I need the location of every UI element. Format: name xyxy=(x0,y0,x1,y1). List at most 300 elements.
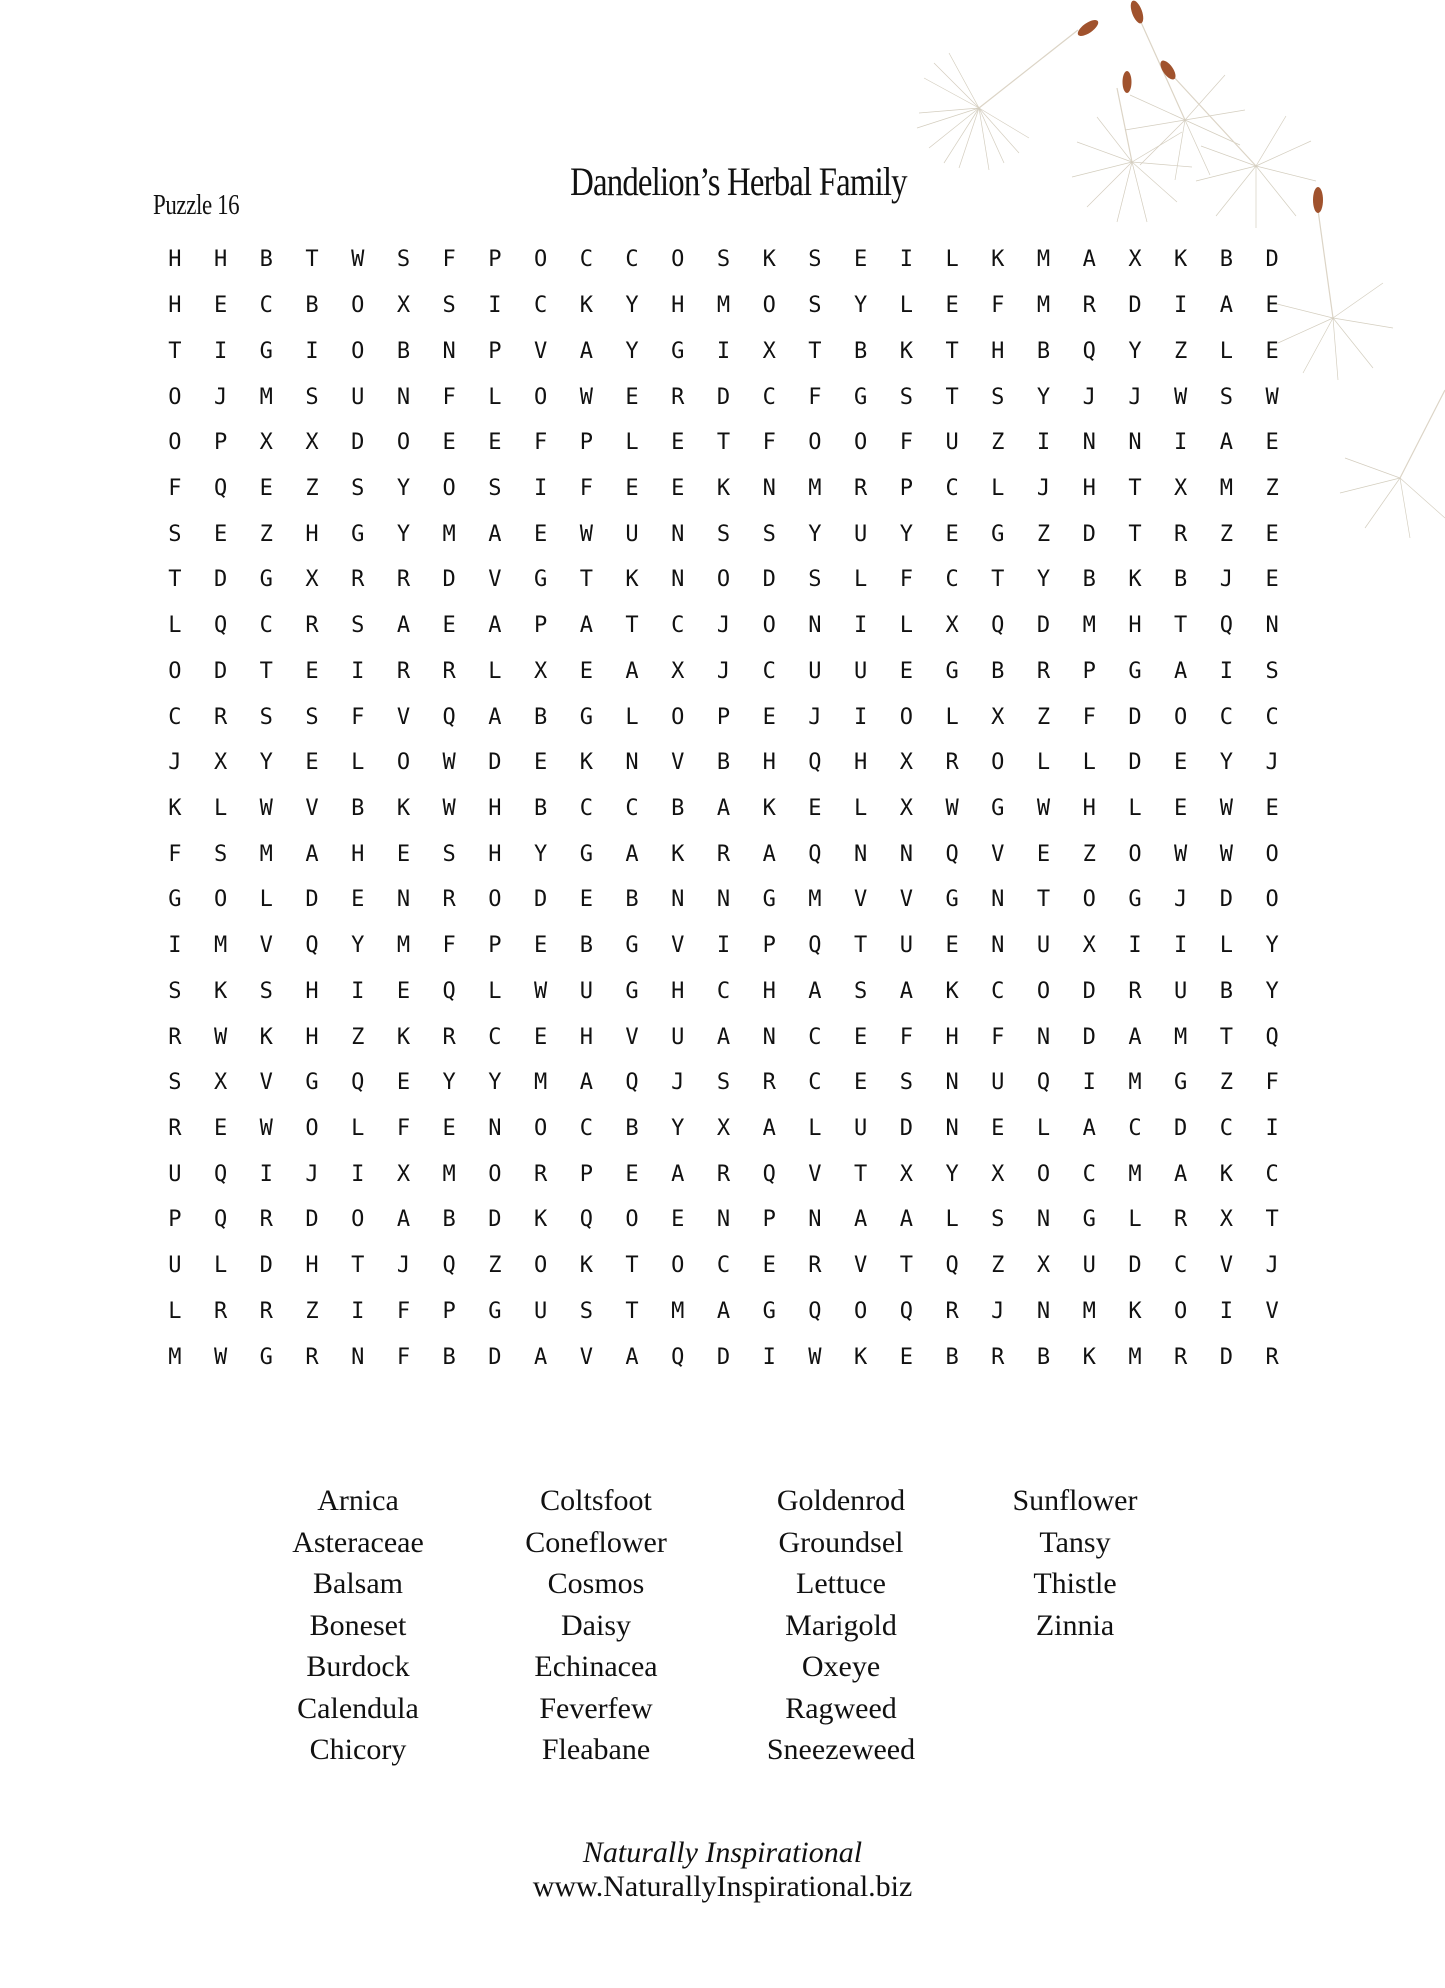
grid-cell[interactable]: D xyxy=(305,887,319,913)
grid-cell[interactable]: X xyxy=(945,613,959,639)
grid-cell[interactable]: C xyxy=(1128,1116,1142,1142)
grid-cell[interactable]: F xyxy=(1082,704,1096,730)
grid-cell[interactable]: E xyxy=(899,1344,913,1370)
grid-cell[interactable]: N xyxy=(716,887,731,913)
grid-cell[interactable]: E xyxy=(442,613,456,639)
grid-cell[interactable]: G xyxy=(991,795,1005,821)
grid-cell[interactable]: G xyxy=(854,384,868,410)
grid-cell[interactable]: E xyxy=(899,658,913,684)
grid-cell[interactable]: S xyxy=(1265,658,1279,684)
grid-cell[interactable]: G xyxy=(259,338,273,364)
grid-cell[interactable]: T xyxy=(351,1253,365,1279)
grid-cell[interactable]: Y xyxy=(1219,750,1234,776)
grid-cell[interactable]: K xyxy=(762,247,776,273)
grid-cell[interactable]: G xyxy=(259,1344,273,1370)
grid-cell[interactable]: S xyxy=(716,521,731,547)
grid-cell[interactable]: B xyxy=(716,750,731,776)
grid-cell[interactable]: S xyxy=(168,978,182,1004)
grid-cell[interactable]: D xyxy=(259,1253,273,1279)
grid-cell[interactable]: F xyxy=(442,247,456,273)
grid-cell[interactable]: H xyxy=(762,978,776,1004)
grid-cell[interactable]: W xyxy=(1174,841,1188,867)
grid-cell[interactable]: S xyxy=(442,293,456,319)
grid-cell[interactable]: H xyxy=(945,1024,959,1050)
grid-cell[interactable]: K xyxy=(945,978,959,1004)
grid-cell[interactable]: V xyxy=(991,841,1005,867)
grid-cell[interactable]: D xyxy=(351,430,365,456)
grid-cell[interactable]: V xyxy=(625,1024,639,1050)
grid-cell[interactable]: D xyxy=(1265,247,1279,273)
grid-cell[interactable]: Z xyxy=(488,1253,502,1279)
grid-cell[interactable]: R xyxy=(808,1253,822,1279)
grid-cell[interactable]: F xyxy=(808,384,822,410)
grid-cell[interactable]: K xyxy=(579,1253,593,1279)
grid-cell[interactable]: R xyxy=(945,750,959,776)
grid-cell[interactable]: K xyxy=(625,567,639,593)
grid-cell[interactable]: H xyxy=(305,1253,319,1279)
grid-cell[interactable]: B xyxy=(442,1344,456,1370)
grid-cell[interactable]: T xyxy=(625,613,639,639)
grid-cell[interactable]: D xyxy=(899,1116,913,1142)
grid-cell[interactable]: L xyxy=(351,750,365,776)
grid-cell[interactable]: O xyxy=(762,613,776,639)
grid-cell[interactable]: Y xyxy=(808,521,822,547)
grid-cell[interactable]: U xyxy=(168,1161,182,1187)
grid-cell[interactable]: H xyxy=(762,750,776,776)
grid-cell[interactable]: S xyxy=(305,384,319,410)
grid-cell[interactable]: E xyxy=(579,658,593,684)
grid-cell[interactable]: A xyxy=(899,1207,913,1233)
grid-cell[interactable]: P xyxy=(213,430,228,456)
grid-cell[interactable]: O xyxy=(213,887,228,913)
grid-cell[interactable]: S xyxy=(899,1070,913,1096)
grid-cell[interactable]: U xyxy=(808,658,822,684)
grid-cell[interactable]: E xyxy=(579,887,593,913)
grid-cell[interactable]: M xyxy=(442,1161,456,1187)
grid-cell[interactable]: Q xyxy=(899,1298,913,1324)
grid-cell[interactable]: S xyxy=(442,841,456,867)
grid-cell[interactable]: G xyxy=(351,521,365,547)
grid-cell[interactable]: U xyxy=(351,384,365,410)
grid-cell[interactable]: F xyxy=(396,1116,411,1142)
grid-cell[interactable]: T xyxy=(899,1253,913,1279)
grid-cell[interactable]: V xyxy=(533,338,548,364)
grid-cell[interactable]: G xyxy=(488,1298,502,1324)
grid-cell[interactable]: Z xyxy=(1082,841,1096,867)
grid-cell[interactable]: R xyxy=(1036,658,1051,684)
grid-cell[interactable]: C xyxy=(945,475,959,501)
grid-cell[interactable]: C xyxy=(579,795,593,821)
grid-cell[interactable]: X xyxy=(213,750,228,776)
grid-cell[interactable]: W xyxy=(259,1116,273,1142)
grid-cell[interactable]: O xyxy=(671,247,685,273)
grid-cell[interactable]: O xyxy=(396,750,411,776)
grid-cell[interactable]: N xyxy=(762,475,776,501)
grid-cell[interactable]: O xyxy=(1036,1161,1051,1187)
grid-cell[interactable]: H xyxy=(305,1024,319,1050)
grid-cell[interactable]: N xyxy=(808,1207,822,1233)
grid-cell[interactable]: O xyxy=(442,475,456,501)
grid-cell[interactable]: A xyxy=(1082,247,1096,273)
grid-cell[interactable]: K xyxy=(716,475,731,501)
grid-cell[interactable]: N xyxy=(1128,430,1142,456)
grid-cell[interactable]: B xyxy=(1219,247,1234,273)
grid-cell[interactable]: H xyxy=(671,978,685,1004)
grid-cell[interactable]: B xyxy=(1036,338,1051,364)
grid-cell[interactable]: Z xyxy=(1036,704,1051,730)
grid-cell[interactable]: O xyxy=(762,293,776,319)
grid-cell[interactable]: N xyxy=(808,613,822,639)
grid-cell[interactable]: Z xyxy=(305,1298,319,1324)
grid-cell[interactable]: X xyxy=(899,795,913,821)
grid-cell[interactable]: R xyxy=(213,1298,228,1324)
grid-cell[interactable]: O xyxy=(351,1207,365,1233)
grid-cell[interactable]: B xyxy=(991,658,1005,684)
grid-cell[interactable]: O xyxy=(351,338,365,364)
grid-cell[interactable]: I xyxy=(1128,933,1142,959)
grid-cell[interactable]: R xyxy=(1128,978,1142,1004)
grid-cell[interactable]: J xyxy=(1265,750,1279,776)
grid-cell[interactable]: Q xyxy=(808,750,822,776)
grid-cell[interactable]: M xyxy=(259,841,273,867)
grid-cell[interactable]: X xyxy=(396,1161,411,1187)
grid-cell[interactable]: L xyxy=(488,384,502,410)
grid-cell[interactable]: V xyxy=(259,933,273,959)
grid-cell[interactable]: I xyxy=(259,1161,273,1187)
grid-cell[interactable]: O xyxy=(533,247,548,273)
grid-cell[interactable]: N xyxy=(1265,613,1279,639)
grid-cell[interactable]: E xyxy=(1265,521,1279,547)
grid-cell[interactable]: N xyxy=(488,1116,502,1142)
grid-cell[interactable]: Q xyxy=(671,1344,685,1370)
grid-cell[interactable]: Y xyxy=(1265,978,1279,1004)
grid-cell[interactable]: X xyxy=(213,1070,228,1096)
grid-cell[interactable]: X xyxy=(1036,1253,1051,1279)
grid-cell[interactable]: L xyxy=(213,1253,228,1279)
grid-cell[interactable]: Y xyxy=(259,750,273,776)
grid-cell[interactable]: B xyxy=(442,1207,456,1233)
grid-cell[interactable]: Q xyxy=(213,475,228,501)
grid-cell[interactable]: D xyxy=(716,384,731,410)
grid-cell[interactable]: C xyxy=(259,613,273,639)
grid-cell[interactable]: N xyxy=(671,567,685,593)
grid-cell[interactable]: B xyxy=(351,795,365,821)
grid-cell[interactable]: Z xyxy=(1036,521,1051,547)
grid-cell[interactable]: O xyxy=(625,1207,639,1233)
grid-cell[interactable]: F xyxy=(351,704,365,730)
grid-cell[interactable]: L xyxy=(899,293,913,319)
grid-cell[interactable]: C xyxy=(168,704,182,730)
grid-cell[interactable]: H xyxy=(305,521,319,547)
grid-cell[interactable]: R xyxy=(716,841,731,867)
grid-cell[interactable]: A xyxy=(1219,293,1234,319)
grid-cell[interactable]: W xyxy=(442,750,456,776)
grid-cell[interactable]: O xyxy=(168,430,182,456)
grid-cell[interactable]: F xyxy=(168,841,182,867)
grid-cell[interactable]: Q xyxy=(305,933,319,959)
grid-cell[interactable]: R xyxy=(671,384,685,410)
grid-cell[interactable]: F xyxy=(899,430,913,456)
grid-cell[interactable]: X xyxy=(305,567,319,593)
grid-cell[interactable]: T xyxy=(1174,613,1188,639)
grid-cell[interactable]: E xyxy=(533,933,548,959)
grid-cell[interactable]: U xyxy=(1036,933,1051,959)
grid-cell[interactable]: H xyxy=(1082,795,1096,821)
grid-cell[interactable]: G xyxy=(259,567,273,593)
grid-cell[interactable]: S xyxy=(808,247,822,273)
grid-cell[interactable]: M xyxy=(1082,613,1096,639)
grid-cell[interactable]: E xyxy=(945,521,959,547)
grid-cell[interactable]: L xyxy=(899,613,913,639)
grid-cell[interactable]: E xyxy=(442,430,456,456)
grid-cell[interactable]: F xyxy=(899,567,913,593)
grid-cell[interactable]: W xyxy=(1036,795,1051,821)
grid-cell[interactable]: I xyxy=(1036,430,1051,456)
grid-cell[interactable]: I xyxy=(1174,430,1188,456)
grid-cell[interactable]: X xyxy=(1174,475,1188,501)
grid-cell[interactable]: W xyxy=(1265,384,1279,410)
grid-cell[interactable]: K xyxy=(854,1344,868,1370)
grid-cell[interactable]: J xyxy=(1082,384,1096,410)
grid-cell[interactable]: L xyxy=(945,247,959,273)
grid-cell[interactable]: D xyxy=(1128,704,1142,730)
grid-cell[interactable]: W xyxy=(213,1344,228,1370)
grid-cell[interactable]: D xyxy=(1082,978,1096,1004)
grid-cell[interactable]: R xyxy=(305,1344,319,1370)
grid-cell[interactable]: B xyxy=(396,338,411,364)
grid-cell[interactable]: U xyxy=(945,430,959,456)
grid-cell[interactable]: Z xyxy=(1265,475,1279,501)
grid-cell[interactable]: H xyxy=(579,1024,593,1050)
grid-cell[interactable]: Q xyxy=(213,1161,228,1187)
grid-cell[interactable]: C xyxy=(762,384,776,410)
grid-cell[interactable]: S xyxy=(991,384,1005,410)
grid-cell[interactable]: K xyxy=(1082,1344,1096,1370)
grid-cell[interactable]: W xyxy=(579,384,593,410)
grid-cell[interactable]: M xyxy=(259,384,273,410)
grid-cell[interactable]: D xyxy=(1082,521,1096,547)
grid-cell[interactable]: O xyxy=(1082,887,1096,913)
grid-cell[interactable]: Q xyxy=(1082,338,1096,364)
grid-cell[interactable]: F xyxy=(991,293,1005,319)
grid-cell[interactable]: R xyxy=(1174,1344,1188,1370)
grid-cell[interactable]: Q xyxy=(579,1207,593,1233)
grid-cell[interactable]: R xyxy=(762,1070,776,1096)
grid-cell[interactable]: B xyxy=(945,1344,959,1370)
grid-cell[interactable]: E xyxy=(533,750,548,776)
grid-cell[interactable]: L xyxy=(1128,1207,1142,1233)
grid-cell[interactable]: O xyxy=(1174,704,1188,730)
grid-cell[interactable]: L xyxy=(1219,933,1234,959)
grid-cell[interactable]: U xyxy=(899,933,913,959)
grid-cell[interactable]: C xyxy=(716,978,731,1004)
grid-cell[interactable]: B xyxy=(533,795,548,821)
grid-cell[interactable]: F xyxy=(442,384,456,410)
grid-cell[interactable]: H xyxy=(168,293,182,319)
grid-cell[interactable]: S xyxy=(716,1070,731,1096)
grid-cell[interactable]: E xyxy=(1265,430,1279,456)
grid-cell[interactable]: U xyxy=(991,1070,1005,1096)
grid-cell[interactable]: S xyxy=(1219,384,1234,410)
grid-cell[interactable]: P xyxy=(1082,658,1096,684)
grid-cell[interactable]: A xyxy=(488,704,502,730)
grid-cell[interactable]: G xyxy=(762,887,776,913)
grid-cell[interactable]: E xyxy=(1265,293,1279,319)
grid-cell[interactable]: C xyxy=(808,1024,822,1050)
grid-cell[interactable]: V xyxy=(808,1161,822,1187)
grid-cell[interactable]: T xyxy=(716,430,731,456)
grid-cell[interactable]: Y xyxy=(1036,567,1051,593)
grid-cell[interactable]: J xyxy=(213,384,228,410)
grid-cell[interactable]: T xyxy=(1219,1024,1234,1050)
grid-cell[interactable]: J xyxy=(716,613,731,639)
grid-cell[interactable]: T xyxy=(305,247,319,273)
grid-cell[interactable]: J xyxy=(1036,475,1051,501)
grid-cell[interactable]: K xyxy=(579,750,593,776)
grid-cell[interactable]: R xyxy=(396,567,411,593)
grid-cell[interactable]: L xyxy=(259,887,273,913)
grid-cell[interactable]: M xyxy=(442,521,456,547)
grid-cell[interactable]: R xyxy=(945,1298,959,1324)
grid-cell[interactable]: C xyxy=(945,567,959,593)
grid-cell[interactable]: L xyxy=(625,704,639,730)
grid-cell[interactable]: D xyxy=(1036,613,1051,639)
grid-cell[interactable]: O xyxy=(396,430,411,456)
grid-cell[interactable]: F xyxy=(991,1024,1005,1050)
grid-cell[interactable]: H xyxy=(351,841,365,867)
grid-cell[interactable]: E xyxy=(533,521,548,547)
grid-cell[interactable]: I xyxy=(1219,1298,1234,1324)
grid-cell[interactable]: A xyxy=(625,1344,639,1370)
grid-cell[interactable]: Y xyxy=(1036,384,1051,410)
grid-cell[interactable]: W xyxy=(808,1344,822,1370)
grid-cell[interactable]: Q xyxy=(213,613,228,639)
grid-cell[interactable]: D xyxy=(1128,293,1142,319)
grid-cell[interactable]: O xyxy=(488,887,502,913)
grid-cell[interactable]: U xyxy=(533,1298,548,1324)
grid-cell[interactable]: V xyxy=(579,1344,593,1370)
grid-cell[interactable]: B xyxy=(625,1116,639,1142)
grid-cell[interactable]: O xyxy=(808,430,822,456)
grid-cell[interactable]: G xyxy=(579,704,593,730)
grid-cell[interactable]: A xyxy=(488,613,502,639)
grid-cell[interactable]: X xyxy=(762,338,776,364)
grid-cell[interactable]: Q xyxy=(351,1070,365,1096)
grid-cell[interactable]: N xyxy=(396,384,411,410)
grid-cell[interactable]: E xyxy=(396,1070,411,1096)
grid-cell[interactable]: M xyxy=(671,1298,685,1324)
grid-cell[interactable]: D xyxy=(716,1344,731,1370)
grid-cell[interactable]: Q xyxy=(1265,1024,1279,1050)
grid-cell[interactable]: O xyxy=(899,704,913,730)
grid-cell[interactable]: L xyxy=(991,475,1005,501)
grid-cell[interactable]: E xyxy=(396,841,411,867)
grid-cell[interactable]: B xyxy=(1219,978,1234,1004)
grid-cell[interactable]: V xyxy=(305,795,319,821)
grid-cell[interactable]: Y xyxy=(625,338,639,364)
grid-cell[interactable]: X xyxy=(899,750,913,776)
grid-cell[interactable]: T xyxy=(625,1253,639,1279)
grid-cell[interactable]: P xyxy=(488,933,502,959)
grid-cell[interactable]: E xyxy=(854,247,868,273)
grid-cell[interactable]: Y xyxy=(533,841,548,867)
grid-cell[interactable]: L xyxy=(1219,338,1234,364)
grid-cell[interactable]: Q xyxy=(808,841,822,867)
grid-cell[interactable]: X xyxy=(991,704,1005,730)
grid-cell[interactable]: T xyxy=(259,658,273,684)
grid-cell[interactable]: T xyxy=(945,338,959,364)
grid-cell[interactable]: I xyxy=(1174,933,1188,959)
grid-cell[interactable]: C xyxy=(488,1024,502,1050)
grid-cell[interactable]: X xyxy=(533,658,548,684)
grid-cell[interactable]: L xyxy=(1036,1116,1051,1142)
grid-cell[interactable]: J xyxy=(1265,1253,1279,1279)
grid-cell[interactable]: F xyxy=(762,430,776,456)
grid-cell[interactable]: E xyxy=(305,658,319,684)
grid-cell[interactable]: V xyxy=(854,1253,868,1279)
grid-cell[interactable]: N xyxy=(945,1116,959,1142)
grid-cell[interactable]: V xyxy=(259,1070,273,1096)
grid-cell[interactable]: E xyxy=(671,1207,685,1233)
grid-cell[interactable]: R xyxy=(259,1207,273,1233)
grid-cell[interactable]: E xyxy=(488,430,502,456)
grid-cell[interactable]: O xyxy=(854,430,868,456)
grid-cell[interactable]: U xyxy=(671,1024,685,1050)
grid-cell[interactable]: N xyxy=(945,1070,959,1096)
grid-cell[interactable]: J xyxy=(1128,384,1142,410)
grid-cell[interactable]: E xyxy=(213,1116,228,1142)
grid-cell[interactable]: M xyxy=(213,933,228,959)
grid-cell[interactable]: N xyxy=(716,1207,731,1233)
grid-cell[interactable]: C xyxy=(1265,1161,1279,1187)
grid-cell[interactable]: R xyxy=(351,567,365,593)
grid-cell[interactable]: S xyxy=(259,978,273,1004)
grid-cell[interactable]: L xyxy=(168,1298,182,1324)
grid-cell[interactable]: S xyxy=(854,978,868,1004)
grid-cell[interactable]: F xyxy=(442,933,456,959)
grid-cell[interactable]: E xyxy=(625,1161,639,1187)
grid-cell[interactable]: A xyxy=(854,1207,868,1233)
grid-cell[interactable]: W xyxy=(533,978,548,1004)
grid-cell[interactable]: P xyxy=(716,704,731,730)
grid-cell[interactable]: Q xyxy=(945,1253,959,1279)
grid-cell[interactable]: R xyxy=(1265,1344,1279,1370)
grid-cell[interactable]: A xyxy=(762,841,776,867)
grid-cell[interactable]: E xyxy=(808,795,822,821)
grid-cell[interactable]: I xyxy=(716,933,731,959)
grid-cell[interactable]: D xyxy=(305,1207,319,1233)
grid-cell[interactable]: R xyxy=(442,1024,456,1050)
grid-cell[interactable]: E xyxy=(213,521,228,547)
grid-cell[interactable]: L xyxy=(945,704,959,730)
grid-cell[interactable]: I xyxy=(533,475,548,501)
grid-cell[interactable]: V xyxy=(854,887,868,913)
grid-cell[interactable]: B xyxy=(671,795,685,821)
grid-cell[interactable]: U xyxy=(854,521,868,547)
grid-cell[interactable]: L xyxy=(213,795,228,821)
grid-cell[interactable]: K xyxy=(168,795,182,821)
grid-cell[interactable]: V xyxy=(396,704,411,730)
grid-cell[interactable]: A xyxy=(1128,1024,1142,1050)
grid-cell[interactable]: Q xyxy=(442,704,456,730)
grid-cell[interactable]: S xyxy=(716,247,731,273)
grid-cell[interactable]: B xyxy=(625,887,639,913)
grid-cell[interactable]: C xyxy=(1219,704,1234,730)
grid-cell[interactable]: G xyxy=(671,338,685,364)
grid-cell[interactable]: S xyxy=(351,475,365,501)
grid-cell[interactable]: O xyxy=(533,1253,548,1279)
grid-cell[interactable]: T xyxy=(991,567,1005,593)
